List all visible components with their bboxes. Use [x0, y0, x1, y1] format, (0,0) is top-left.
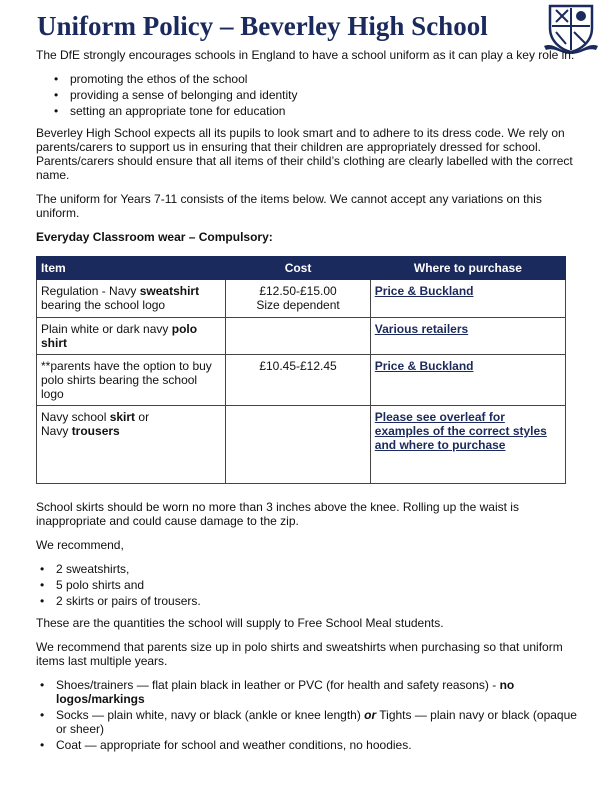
years-paragraph: The uniform for Years 7-11 consists of the items below. We cannot accept any variations on this uniform.	[36, 192, 542, 220]
where-cell	[370, 355, 565, 406]
column-header-cost: Cost	[226, 257, 371, 280]
item-cell: Navy school skirt or Navy trousers	[37, 406, 226, 484]
cost-cell	[226, 318, 371, 355]
list-item: • Shoes/trainers — flat plain black in leather or PVC (for health and safety reasons) - no logos/markings	[56, 678, 588, 706]
where-cell	[370, 406, 565, 484]
list-item: • 2 sweatshirts,	[56, 562, 588, 576]
various-retailers-link[interactable]: Various retailers	[374, 322, 469, 336]
table-row	[37, 280, 566, 318]
intro-bullet-list	[36, 72, 588, 118]
extra-bullet-list	[36, 678, 588, 752]
list-item: • 2 skirts or pairs of trousers.	[56, 594, 588, 608]
recommend-bullet-list	[36, 562, 588, 608]
cost-cell: £12.50-£15.00 Size dependent	[226, 280, 371, 318]
table-row	[37, 355, 566, 406]
quantities-paragraph: These are the quantities the school will supply to Free School Meal students.	[36, 616, 444, 630]
table-row	[37, 406, 566, 484]
price-buckland-link[interactable]: Price & Buckland	[374, 284, 474, 298]
where-cell	[370, 280, 565, 318]
table-row	[37, 318, 566, 355]
recommend-paragraph: We recommend,	[36, 538, 124, 552]
size-up-paragraph: We recommend that parents size up in polo shirts and sweatshirts when purchasing so that uniform items last multiple years.	[36, 640, 563, 668]
item-cell: Plain white or dark navy polo shirt	[37, 318, 226, 355]
list-item: • setting an appropriate tone for education	[70, 104, 588, 118]
intro-paragraph: The DfE strongly encourages schools in England to have a school uniform as it can play a key role in:	[36, 48, 575, 62]
item-cell: Regulation - Navy sweatshirt bearing the school logo	[37, 280, 226, 318]
uniform-table	[36, 256, 566, 484]
list-item: • promoting the ethos of the school	[70, 72, 588, 86]
price-buckland-link[interactable]: Price & Buckland	[374, 359, 474, 373]
expectations-paragraph: Beverley High School expects all its pupils to look smart and to adhere to its dress code. We rely on parents/carers to support us in ensuring that their children are appropriately dressed for school. Parents/carers should ensure that all items of their child’s clothing are clearly labelled with the correct name.	[36, 126, 573, 182]
item-cell: **parents have the option to buy polo shirts bearing the school logo	[37, 355, 226, 406]
document-body	[36, 48, 588, 760]
list-item: • Coat — appropriate for school and weather conditions, no hoodies.	[56, 738, 588, 752]
table-header-row	[37, 257, 566, 280]
column-header-where: Where to purchase	[370, 257, 565, 280]
list-item: • Socks — plain white, navy or black (ankle or knee length) or Tights — plain navy or black (opaque or sheer)	[56, 708, 588, 736]
page-title: Uniform Policy – Beverley High School	[37, 11, 488, 41]
list-item: • providing a sense of belonging and identity	[70, 88, 588, 102]
see-overleaf-link[interactable]: Please see overleaf for examples of the correct styles and where to purchase	[374, 410, 547, 452]
list-item: • 5 polo shirts and	[56, 578, 588, 592]
school-crest-icon	[542, 2, 600, 54]
cost-cell	[226, 406, 371, 484]
column-header-item: Item	[37, 257, 226, 280]
skirts-paragraph: School skirts should be worn no more than 3 inches above the knee. Rolling up the waist is inappropriate and could cause damage to the zip.	[36, 500, 519, 528]
cost-cell: £10.45-£12.45	[226, 355, 371, 406]
where-cell	[370, 318, 565, 355]
section-heading: Everyday Classroom wear – Compulsory:	[36, 230, 273, 244]
